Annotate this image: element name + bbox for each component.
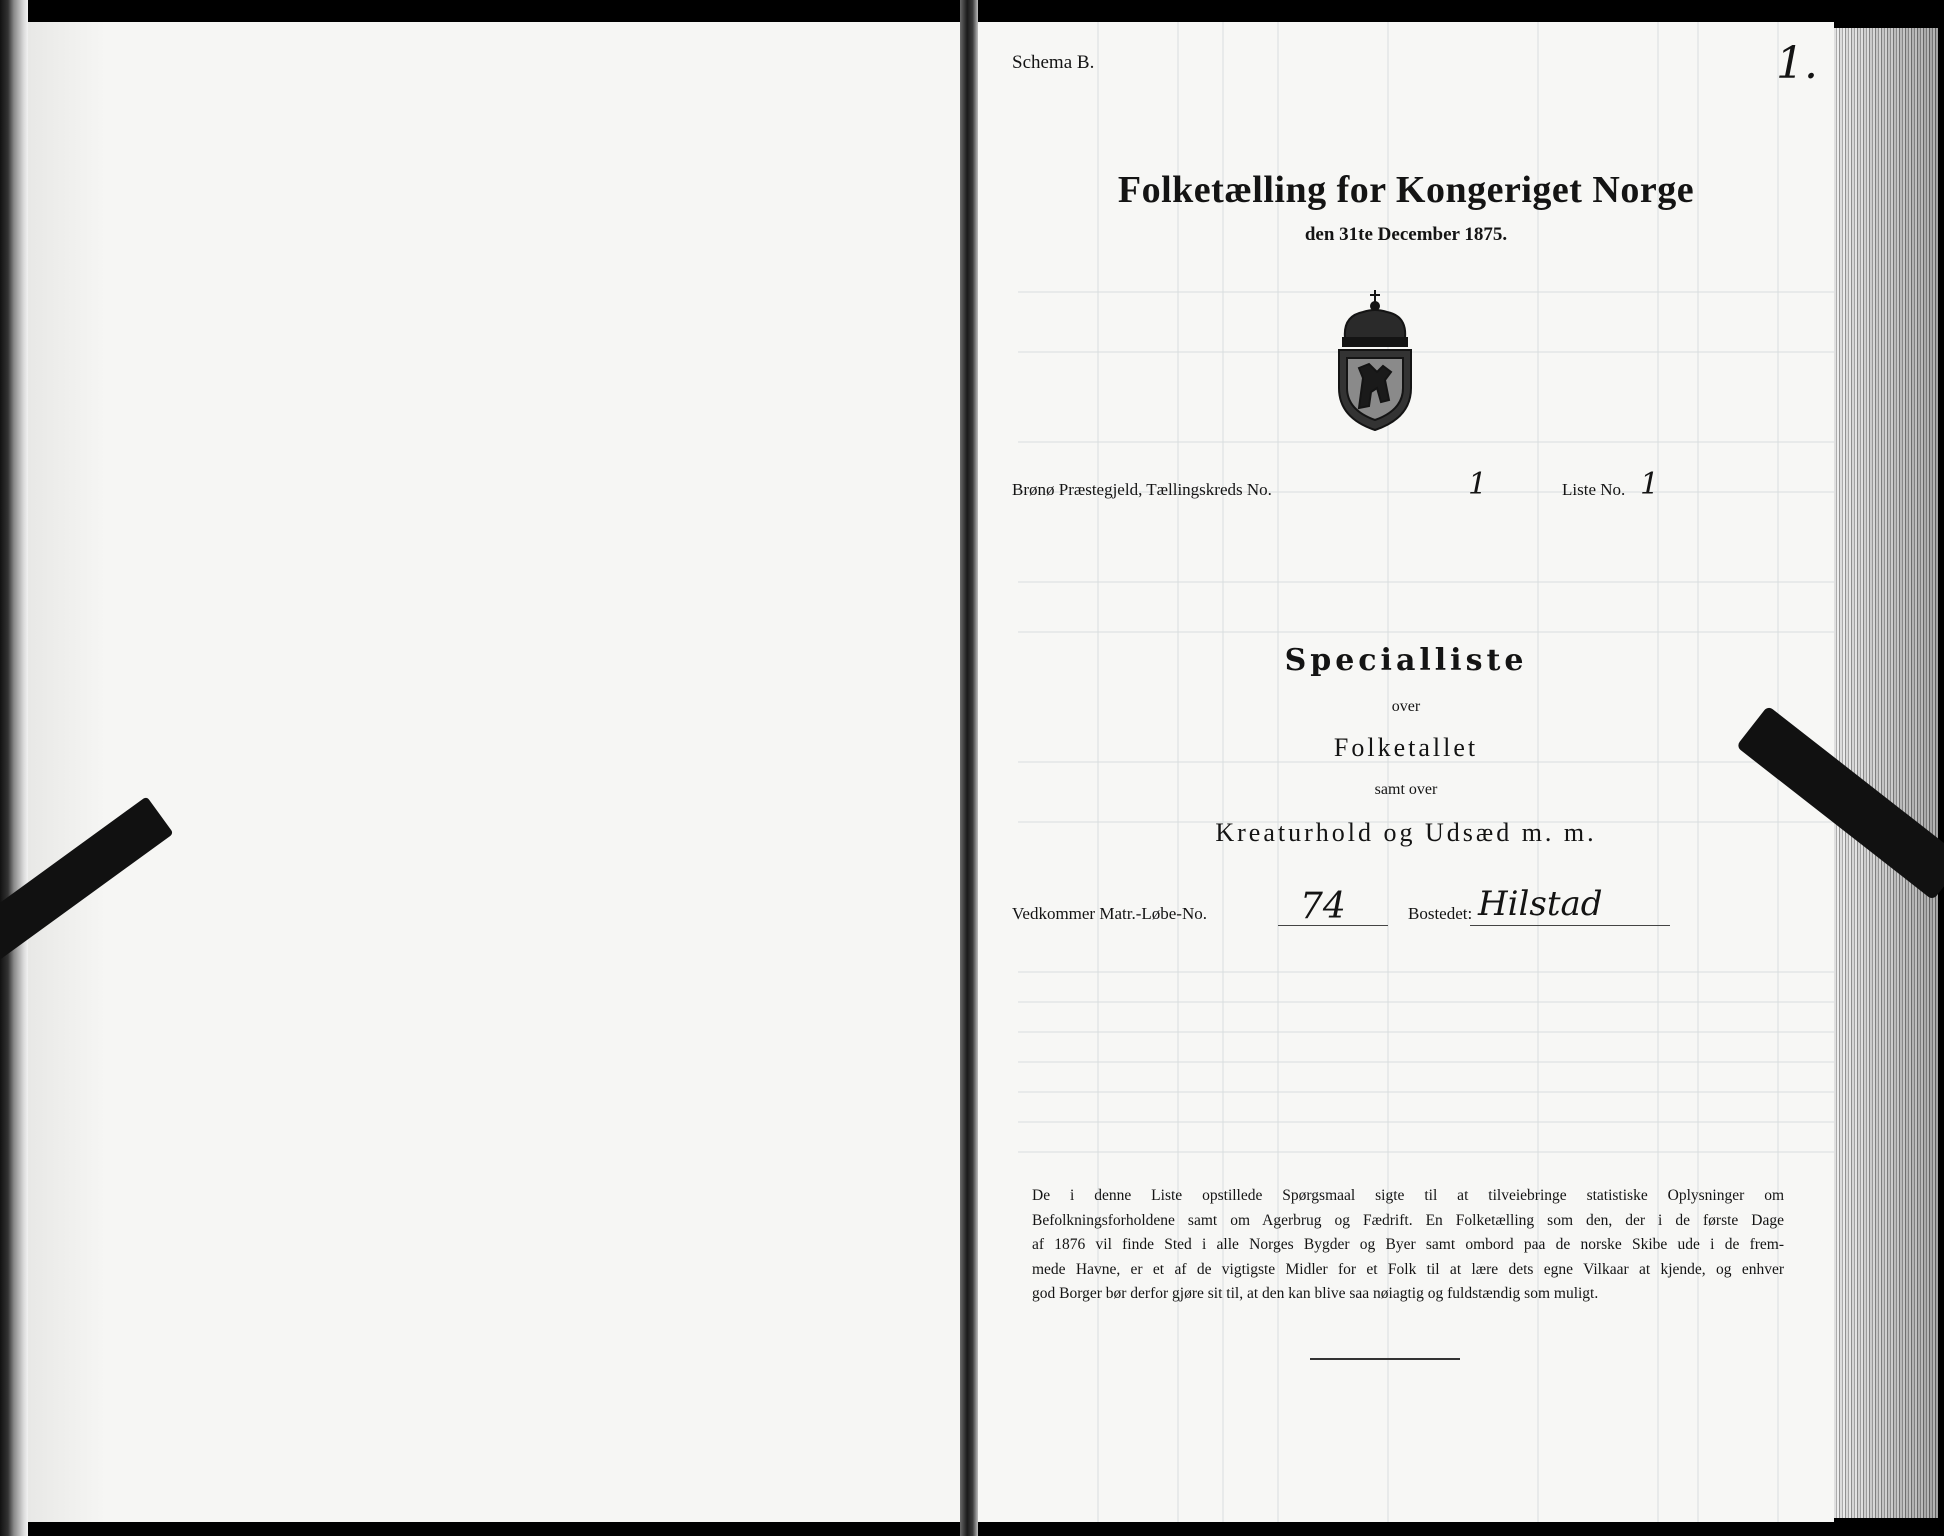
- liste-number: 1: [1640, 467, 1660, 502]
- tellingskreds-number: 1: [1468, 467, 1488, 502]
- parish-label: Brønø Præstegjeld, Tællingskreds No.: [1012, 480, 1272, 499]
- page-number: 1.: [1776, 38, 1818, 89]
- instructions-line: mede Havne, er et af de vigtigste Midler for et Folk til at lære dets egne Vilkaar at kjende, og enhver: [1032, 1260, 1784, 1278]
- matr-lobe-label: Vedkommer Matr.-Løbe-No.: [1012, 904, 1207, 923]
- left-page-blank: [28, 22, 964, 1522]
- matr-lobe-number: 74: [1300, 886, 1346, 927]
- bosted-label: Bostedet:: [1408, 904, 1473, 923]
- instructions-paragraph: [1032, 1184, 1784, 1307]
- instructions-line: Befolkningsforholdene samt om Agerbrug og Fædrift. En Folketælling som den, der i de første Dage: [1032, 1211, 1784, 1229]
- census-date: den 31te December 1875.: [1304, 224, 1508, 245]
- schema-label: Schema B.: [1012, 52, 1095, 73]
- census-title: Folketælling for Kongeriget Norge: [1117, 169, 1695, 211]
- specialliste-kreaturhold: Kreaturhold og Udsæd m. m.: [1215, 818, 1597, 847]
- left-page-shading: [28, 22, 106, 1522]
- bosted-value: Hilstad: [1478, 884, 1603, 924]
- book-left-edge: [0, 0, 28, 1536]
- instructions-line: god Borger bør derfor gjøre sit til, at den kan blive saa nøiagtig og fuldstændig som muligt.: [1032, 1285, 1599, 1303]
- liste-label: Liste No.: [1562, 480, 1626, 499]
- specialliste-folketallet: Folketallet: [1333, 733, 1479, 762]
- bosted-fill-line: [1470, 925, 1670, 926]
- coat-of-arms-icon: [1325, 288, 1425, 434]
- specialliste-heading: Specialliste: [1284, 643, 1528, 678]
- instructions-line: af 1876 vil finde Sted i alle Norges Bygder og Byer samt ombord paa de norske Skibe ude i de frem-: [1032, 1236, 1784, 1254]
- specialliste-over: over: [1391, 698, 1421, 715]
- footer-rule: [1310, 1358, 1460, 1360]
- instructions-line: De i denne Liste opstillede Spørgsmaal sigte til at tilveiebringe statistiske Oplysninger om: [1032, 1187, 1784, 1204]
- book-gutter: [960, 0, 978, 1536]
- specialliste-samt-over: samt over: [1374, 781, 1438, 798]
